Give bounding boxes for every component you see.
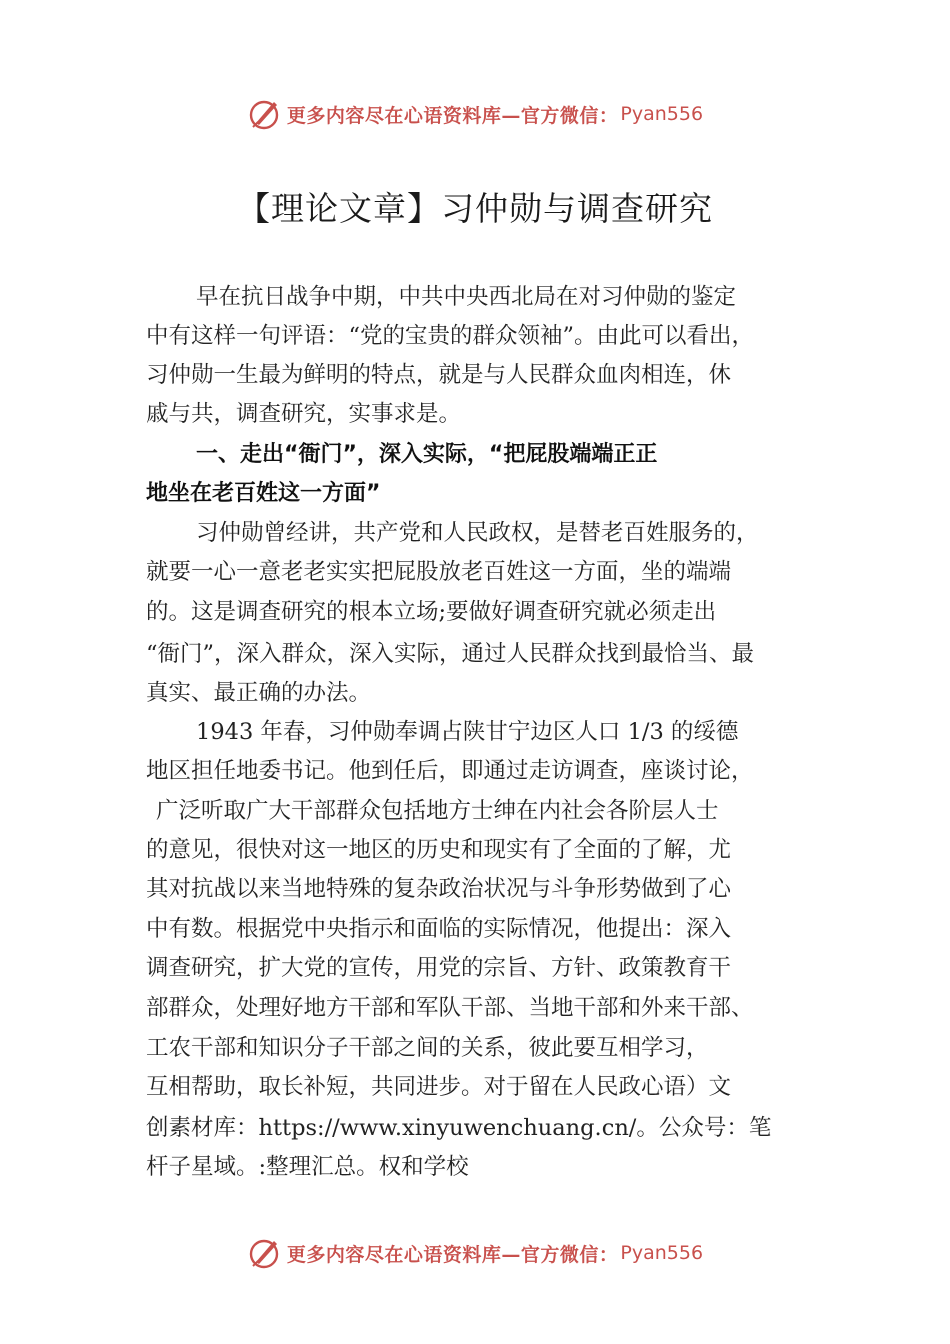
- body-line: 习仲勋曾经讲，共产党和人民政权，是替老百姓服务的，: [196, 520, 759, 546]
- body-line: “衙门”，深入群众，深入实际，通过人民群众找到最恰当、最: [146, 641, 755, 667]
- body-line: 创素材库：https://www.xinyuwenchuang.cn/。公众号：笔: [146, 1115, 772, 1141]
- body-line: 真实、最正确的办法。: [146, 680, 372, 706]
- body-line: 1943 年春，习仲勋奉调占陕甘宁边区人口 1/3 的绥德: [196, 719, 739, 745]
- body-line: 的意见，很快对这一地区的历史和现实有了全面的了解，尤: [146, 837, 732, 863]
- body-line: 就要一心一意老老实实把屁股放老百姓这一方面，坐的端端: [146, 559, 732, 585]
- article-title: 【理论文章】习仲勋与调查研究: [237, 189, 713, 228]
- body-line: 其对抗战以来当地特殊的复杂政治状况与斗争形势做到了心: [146, 876, 732, 902]
- body-line: 广泛听取广大干部群众包括地方士绅在内社会各阶层人士: [156, 798, 719, 824]
- section-heading: 地坐在老百姓这一方面”: [146, 481, 381, 506]
- body-line: 戚与共，调查研究，实事求是。: [146, 401, 462, 427]
- body-line: 习仲勋一生最为鲜明的特点，就是与人民群众血肉相连，休: [146, 362, 732, 388]
- watermark-banner-bottom: [0, 1233, 950, 1273]
- quill-seal-logo-icon: [247, 96, 283, 132]
- body-line: 地区担任地委书记。他到任后，即通过走访调查，座谈讨论，: [146, 758, 754, 784]
- body-line: 杆子星域。:整理汇总。权和学校: [146, 1154, 469, 1180]
- watermark-text: 更多内容尽在心语资料库—官方微信：: [286, 1243, 619, 1266]
- body-line: 部群众，处理好地方干部和军队干部、当地干部和外来干部、: [146, 995, 754, 1021]
- wechat-id: Pyan556: [620, 1242, 704, 1264]
- body-line: 互相帮助，取长补短，共同进步。对于留在人民政心语）文: [146, 1074, 732, 1100]
- watermark-banner-top: [0, 94, 950, 134]
- body-line: 中有这样一句评语：“党的宝贵的群众领袖”。由此可以看出，: [146, 323, 755, 349]
- body-line: 调查研究，扩大党的宣传，用党的宗旨、方针、政策教育干: [146, 955, 732, 981]
- body-line: 工农干部和知识分子干部之间的关系，彼此要互相学习，: [146, 1035, 709, 1061]
- body-line: 的。这是调查研究的根本立场;要做好调查研究就必须走出: [146, 599, 717, 625]
- body-line: 早在抗日战争中期，中共中央西北局在对习仲勋的鉴定: [196, 284, 737, 310]
- section-heading: 一、走出“衙门”，深入实际，“把屁股端端正正: [196, 442, 658, 467]
- body-line: 中有数。根据党中央指示和面临的实际情况，他提出：深入: [146, 916, 732, 942]
- wechat-id: Pyan556: [620, 103, 704, 125]
- quill-seal-logo-icon: [247, 1235, 283, 1271]
- watermark-text: 更多内容尽在心语资料库—官方微信：: [286, 104, 619, 127]
